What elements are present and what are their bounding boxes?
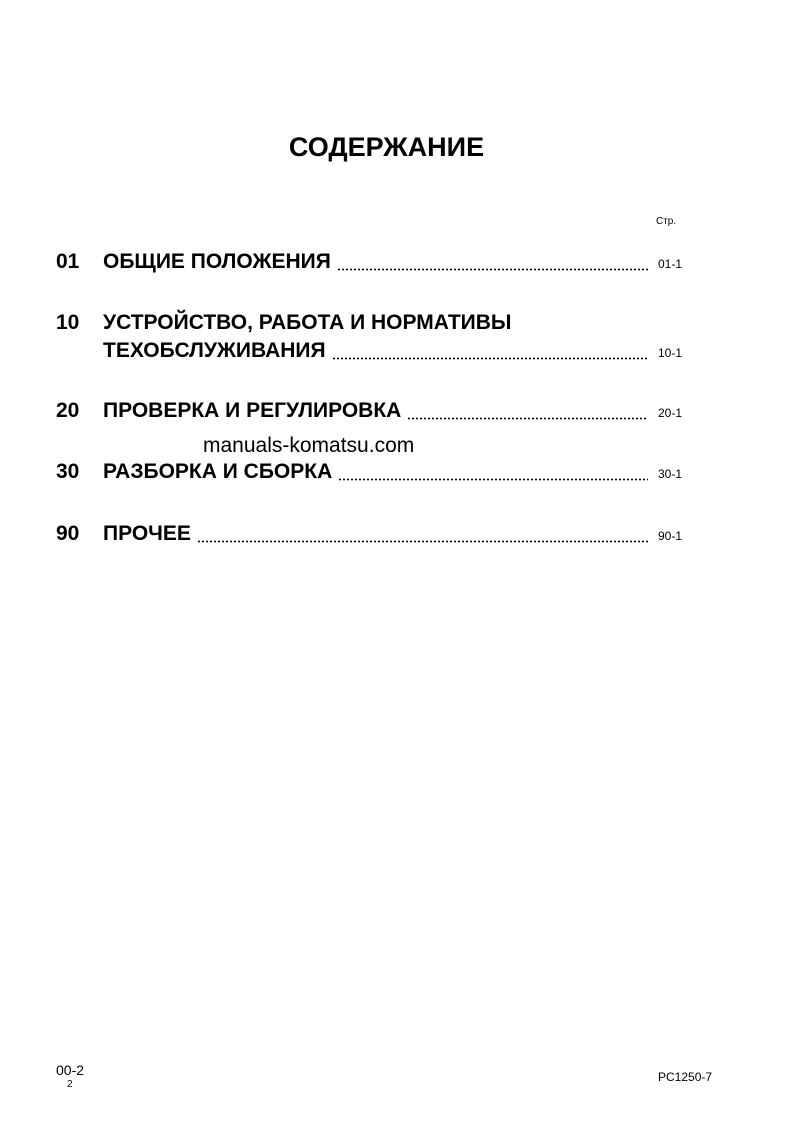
- toc-section-number: 90: [56, 522, 80, 545]
- toc-page-ref: 20-1: [657, 406, 682, 420]
- footer-model: PC1250-7: [658, 1070, 713, 1084]
- toc-leader-dots: [338, 475, 648, 481]
- toc-section-title: ПРОЧЕЕ: [103, 522, 191, 545]
- toc-section-title: ПРОВЕРКА И РЕГУЛИРОВКА: [103, 399, 402, 422]
- page-title: СОДЕРЖАНИЕ: [288, 132, 485, 162]
- toc-row: [103, 249, 682, 277]
- toc-section-number: 30: [56, 460, 80, 483]
- toc-section-number: 10: [56, 311, 80, 334]
- toc-section-title: ОБЩИЕ ПОЛОЖЕНИЯ: [103, 250, 331, 273]
- footer-revision: 2: [67, 1079, 73, 1090]
- toc-row: [103, 459, 682, 487]
- toc-page-ref: 30-1: [657, 467, 682, 481]
- toc-section-number: 01: [56, 250, 80, 273]
- toc-row: [103, 398, 682, 426]
- toc-section-title: ТЕХОБСЛУЖИВАНИЯ: [103, 339, 326, 362]
- toc-row: [103, 521, 682, 549]
- toc-leader-dots: [332, 354, 648, 360]
- toc-leader-dots: [407, 414, 648, 420]
- toc-section-title-line1: УСТРОЙСТВО, РАБОТА И НОРМАТИВЫ: [103, 311, 512, 334]
- toc-section-number: 20: [56, 399, 80, 422]
- toc-leader-dots: [337, 265, 648, 271]
- toc-page-ref: 01-1: [657, 257, 682, 271]
- footer-page-number: 00-2: [56, 1062, 85, 1078]
- watermark-text: manuals-komatsu.com: [203, 434, 415, 457]
- toc-page-ref: 90-1: [657, 529, 682, 543]
- toc-section-title: РАЗБОРКА И СБОРКА: [103, 460, 333, 483]
- toc-page-ref: 10-1: [657, 346, 682, 360]
- page-column-label: Стр.: [656, 216, 677, 227]
- toc-leader-dots: [197, 537, 648, 543]
- toc-row: [103, 338, 682, 366]
